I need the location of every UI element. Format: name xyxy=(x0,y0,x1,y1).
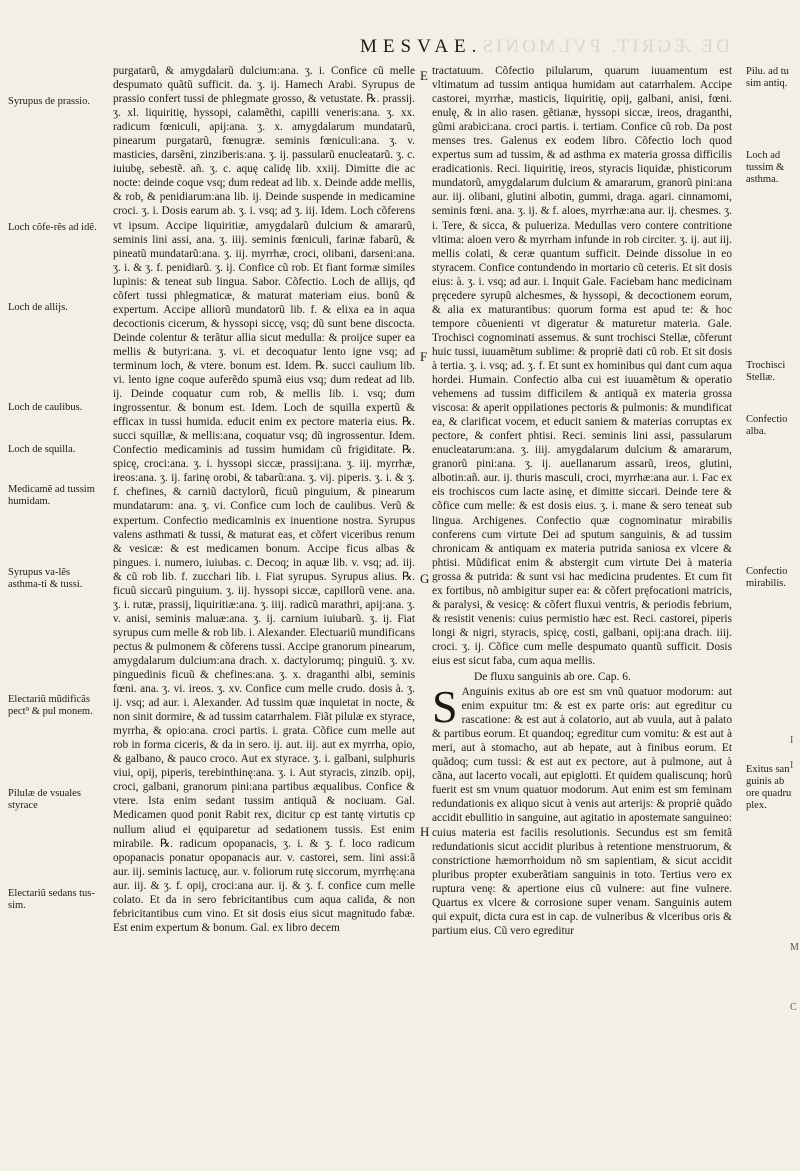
edge-mark-1: I xyxy=(790,735,794,746)
show-through-text: DE ÆGRIT. PVLMONIS xyxy=(479,36,730,57)
dropcap-initial: S xyxy=(432,681,458,733)
margin-note-pilulae-antiq: Pilu. ad tu sim antiq. xyxy=(746,66,789,89)
margin-note-pilulae-styrace: Pilulæ de vsuales styrace xyxy=(8,788,81,811)
margin-note-loch-conferens: Loch cõfe-rẽs ad idẽ. xyxy=(8,222,97,233)
right-column-text-a: tractatuum. Cõfectio pilularum, quarum iuuamentum est vltimatum ad tussim antiqua humidam aut catarrhalem. Accipe castorei, myrrhæ, masticis, liquiritię, opij, galbani, anisi, fœni. enulę, & in alio rasen. gẽtianæ, hyssopi siccæ, ireos, draganthi, gũmi arabici:ana. croci partis. i. tertiam. Confice cũ rob. Da post menses tres. Galenus ex eodem libro. Cõfectio loch quod expertus sum ad tussim, & ad asthma ex materia grossa difficilis eradicationis. Reci. liquiritię, ireos, styracis liquidæ, phisticorum mundatorũ, amygdalarum dulcium & amararum, granorũ pini:ana aur. iij. olibani, glutini albotin, gummi, draga. agari. cinnamomi, seminis fœni. ana. ʒ. ij. & f. aloes, myrrhæ:ana aur. ij. chesmes. ʒ. i. Tere, & sicca, & pulueriza. Medullas vero contere contritione vltima: aloen vero & myrrham infunde in rob circiter. ʒ. ij. aut iij. mellis colati, & ceræ quantum sufficit. Deinde dissolue in eo styracem. Confice contundendo in mortario cũ ceteris. Et sit dosis eius: à. ʒ. i. vsq; ad aur. i. Inquit Gale. Faciebam hanc medicinam pręcedere syrupũ alchesmes, & hyssopi, & decoctionem eorum, & alia ex maturantibus: quorum forma est apud te: & hoc tempore cõuenienti vt digeratur & maturetur materia. Gale. Trochisci cognominati assemus. & sunt trochisci Stellæ, cõferunt huic tussi, iuuamẽtum sublime: & propriè dati cũ rob. Et sit dosis à tertia. ʒ. i. vsq; ad. ʒ. f. Et sunt ex hominibus qui dant cum aqua hordei. Humain. Confectio alba cui est iuuamẽtum & operatio vehemens ad tussim difficilem & antiquã ex materia grossa viscosa: & aperit oppilationes pectoris & pulmonis: & mundificat ea, & clarificat vocem, et educit saniem & materias corruptas ex pectore, & confert phtisi. Reci. seminis lini assi, passularum enucleatarum:ana. ʒ. iiij. amygdalarum dulcium & amararum, granorũ pini:ana. ʒ. ij. auellanarum assarũ, ireos, glutini, albotin:añ. aur. ij. thuris masculi, croci, myrrhæ:ana aur. i. Fac ex eis trochiscos cum lacte asinę, et dimitte siccari. Deinde tere & cõfice cum melle: & est dosis eius. ʒ. i. mane & sero teneat sub lingua. Archigenes. Confectio quæ cognominatur mirabilis conferens cum virtute Dei ad sputum sanguinis, & ad tussim chronicam & antiquam ex materia putrida saniosa ex vlcere & phtisi. Mũdificat enim & abstergit cum virtute Dei à materia grossa & putrida: & sunt vsi hac medicina prudentes. Et cum fit ex fortibus, nõ ambigitur super ea: & cõfert pręfocationi matricis, & paralysi, & vesicę: & cõfert fluxui ventris, & periodis febrium, & resistit venenis: cuius permistio hæc est. Reci. castorei, piperis longi & nigri, styracis, spicę, costi, galbani, opij:ana drach. iiij. croci. ʒ. ij. Cõfice cum melle despumato quantũ sufficit. Dosis eius est sicut faba, cum aqua mellis. xyxy=(432,65,732,667)
section-letter-h: H xyxy=(420,824,430,839)
margin-note-trochisci-stellae: Trochisci Stellæ. xyxy=(746,360,786,383)
edge-mark-4: C xyxy=(790,1002,797,1013)
section-letter-f: F xyxy=(420,349,428,364)
margin-note-confectio-alba: Confectio alba. xyxy=(746,414,788,437)
section-letter-g: G xyxy=(420,571,430,586)
right-text-column xyxy=(432,64,732,1139)
left-text-column xyxy=(113,64,415,1139)
margin-note-loch-allijs: Loch de allijs. xyxy=(8,302,68,313)
chapter-heading: De fluxu sanguinis ab ore. Cap. 6. xyxy=(474,671,631,684)
margin-note-confectio-mirabilis: Confectio mirabilis. xyxy=(746,566,788,589)
right-column-text-b: Anguinis exitus ab ore est sm vnũ quatuor modorum: aut enim expuitur tm: & est ex parte oris: aut egreditur cu rascatione: & est aut à colatorio, aut ab vuula, aut à palato & partibus eorum. Et quandoq; egreditur cum vomitu: & est aut à meri, aut à stomacho, aut ab hepate, aut à finibus eorum. Et quãdoq; cum tussi: & est aut ex pectore, aut à pulmone, aut à cãna, aut lacerto vocali, aut epiglotti. Et quidem qualiscunq; horũ fuerit est sm vnum quatuor modorum. Aut enim est sm feminam redundationis ex aliquo sicut à venis aut arterijs: & propriè quãdo accidit ebullitio in sanguine, aut agitatio in apostemate sanguineo: cuius materia est facilis resolutionis. Secundus est sm femitã redundationis sicut accidit pluribus à retentione menstruorum, & constrictione hæmorrhoidum nõ sm sapientiam, & sicut accidit pluribus propter exuberãtiam sanguinis in toto. Tertius vero ex ruptura venę: & apertione eius cũ vulnere: aut fine vulnere. Quartus ex vlcere & corrosione super venam. Sanguinis autem qui expuit, dicta cura est in cap. de vulneribus & vlceribus oris & partium eius. Cũ vero egreditur xyxy=(432,686,732,937)
running-head: MESVAE. xyxy=(360,36,483,57)
left-column-text: purgatarũ, & amygdalarũ dulcium:ana. ʒ. i. Confice cũ melle despumato quãtũ sufficit. da. ʒ. ij. Hamech Arabi. Syrupus de prassio confert tussi de phlegmate grosso, & vetustate. ℞. prassij. ʒ. xl. liquiritię, hyssopi, calamẽthi, capilli veneris:ana. ʒ. xx. radicum fœniculi, apij:ana. ʒ. x. amygdalarum mundatarũ, pinearum purgatarũ, fœnugræ. seminis fœniculi:ana. ʒ. v. masticies, darsẽni, zinziberis:ana. ʒ. ij. passularũ enucleatarũ. ʒ. c. iuiubę, sebestẽ. añ. ʒ. c. aquę calidę lib. xxiij. Dimitte die ac nocte: deinde coque vsq; dum redeat ad lib. x. Deinde adde mellis, & rob, & penidiarum:ana lib. ij. Deinde suspende in medicamine croci. ʒ. i. Dosis earum ab. ʒ. i. vsq; ad ʒ. iij. Idem. Loch cõferens vt ipsum. Accipe liquiritiæ, amygdalarũ dulcium & amararũ, seminis lini assi, ana. ʒ. iiij. seminis fœniculi, farinæ fabarũ, & pineatũ mundatarũ:ana. ʒ. iij. myrrhæ, croci, olibani, darseni:ana. ʒ. i. & ʒ. f. penidiarũ. ʒ. ij. Confice cũ rob. Et fiant formæ similes lupinis: & teneat sub lingua. Sabor. Cõfectio. Loch de allijs, qđ cõfert tussi phlegmaticæ, & maturat materiam eius. bonũ & expertum. Accipe alliorũ mundatorũ lib. f. & elixa ea in aqua decoctionis cicerum, & hyssopi siccę, vsq; dũ sunt bene discocta. Deinde colentur & terãtur allia sicut medulla: & proijce super ea mellis & butyri:ana. ʒ. vi. et decoquatur lento igne vsq; ad terminum loch, & vtere. bonum est. Idem. ℞. succi caulium lib. vi. lento igne coque auferẽdo spumã eius vsq; dum redeat ad lib. ij. Deinde coquatur cum rob, & mellis lib. i. vsq; dum ingrossentur. & bonum est. Idem. Loch de squilla expertũ & efficax in tussi humida. educit enim ex pectore materia eius. ℞. succi squillæ, & mellis:ana, coquatur vsq; dũ ingrossentur. Idem. Confectio medicaminis ad tussim humidam cũ frigiditate. ℞. spicę, croci:ana. ʒ. i. hyssopi siccæ, prassij:ana. ʒ. iij. myrrhæ, ireos:ana. ʒ. ij. farinę orobi, & tabarũ:ana. ʒ. vij. piperis. ʒ. i. & ʒ. f. chefines, & carniũ dactylorũ, ficuũ pinguium, & pinearum mundatarum: ana. ʒ. vi. Confice cum loch de caulibus. Verũ & expertum. Confectio medicaminis ex inuentione nostra. Syrupus valens asthmati & tussi, & maturat eas, et cõfert viceribus renum & vesicæ: & est medicamen bonum. Accipe ficus albas & pingues. i. numero, iuiubas. c. Decoq; in aquæ lib. v. vsq; ad. iij. & cũ rob lib. f. zucchari lib. i. Fiat syrupus. Syrupus alius. ℞. ficuũ siccarũ pinguium. ʒ. iij. hyssopi siccæ, capillorũ vene. ana. ʒ. i. rutæ, prassij, liquiritiæ:ana. ʒ. iiij. radicũ marathri, apij:ana. ʒ. v. anisi, seminis maluæ:ana. ʒ. ij. carnium iuiubarũ. ʒ. ij. Fiat syrupus cum melle & rob lib. i. Alexander. Electuariũ mundificans pectus & pulmonem & cõferens tussi. Accipe granorum pinearum, amygdalarum dulcium:ana drach. x. dactylorumq; pinguiũ. ʒ. xv. pinguedinis ficuũ & chefines:ana. ʒ. x. draganthi albi, seminis fœni. ana. ʒ. vi. ireos. ʒ. xv. Confice cum melle crudo. dosis à. ʒ. ij. vsq; ad aur. i. Alexander. Ad tussim quæ inquietat in nocte, & non sinit dormire, & ad tussim catarrhalem. Fiãt pilulæ ex styrace, myrrha, & opio:ana. croci partis. i. grata. Cõfice cum melle aut rob in forma ciceris, & da in sero. ij. aut. iij. aut ex myrrha, opio, & galbano, & pauco croco. Aut ex styrace. ʒ. i. galbani, sulphuris viui, opij, piperis, terebinthinę:ana. ʒ. i. Aut styracis, zinzib. opij, croci, galbani, granorum pini:ana partibus æqualibus. Confice & vtere. Ista enim sedant tussim antiquã & nociuam. Gal. Medicamen quod ponit Rabit rex, dicitur cp est tantę virtutis cp nullum aliud ei ęquiparetur ad sedationem tussis. Est enim mirabile. ℞. radicum opopanacis, ʒ. i. & ʒ. f. loco radicum opopanacis ponatur opopanacis aur. v. castorei, sem. lini assi:ã aur. iij. seminis lactucę, aur. v. foliorum rutę siccorum, myrrhę:ana aur. iij. & ʒ. f. opij, croci:ana aur. ij. & ʒ. f. confice cum melle colato. Et da in sero febricitantibus cum aqua calida, & non febricitantibus cum vino. Et sit dosis eius sicut magnitudo fabæ. Est enim expertum & bonum. Gal. ex libro decem xyxy=(113,65,415,934)
margin-note-syrupus-prassio: Syrupus de prassio. xyxy=(8,96,90,107)
margin-note-loch-asthma: Loch ad tussim & asthma. xyxy=(746,150,785,185)
margin-note-syrupus-asthma: Syrupus va-lẽs asthma-ti & tussi. xyxy=(8,567,83,590)
section-letter-e: E xyxy=(420,68,428,83)
edge-mark-2: I xyxy=(790,760,794,771)
margin-note-electuarium-mundificans: Electariũ mũdificãs pect⁹ & pul monem. xyxy=(8,694,93,717)
margin-note-medicamen-tussim: Medicamẽ ad tussim humidam. xyxy=(8,484,95,507)
margin-note-exitus-sanguinis: Exitus san guinis ab ore quadru plex. xyxy=(746,764,792,811)
margin-note-loch-caulibus: Loch de caulibus. xyxy=(8,402,83,413)
margin-note-loch-squilla: Loch de squilla. xyxy=(8,444,76,455)
margin-note-electuarium-sedans: Electariũ sedans tus-sim. xyxy=(8,888,95,911)
chapter-paragraph xyxy=(432,681,732,938)
edge-mark-3: M xyxy=(790,942,799,953)
